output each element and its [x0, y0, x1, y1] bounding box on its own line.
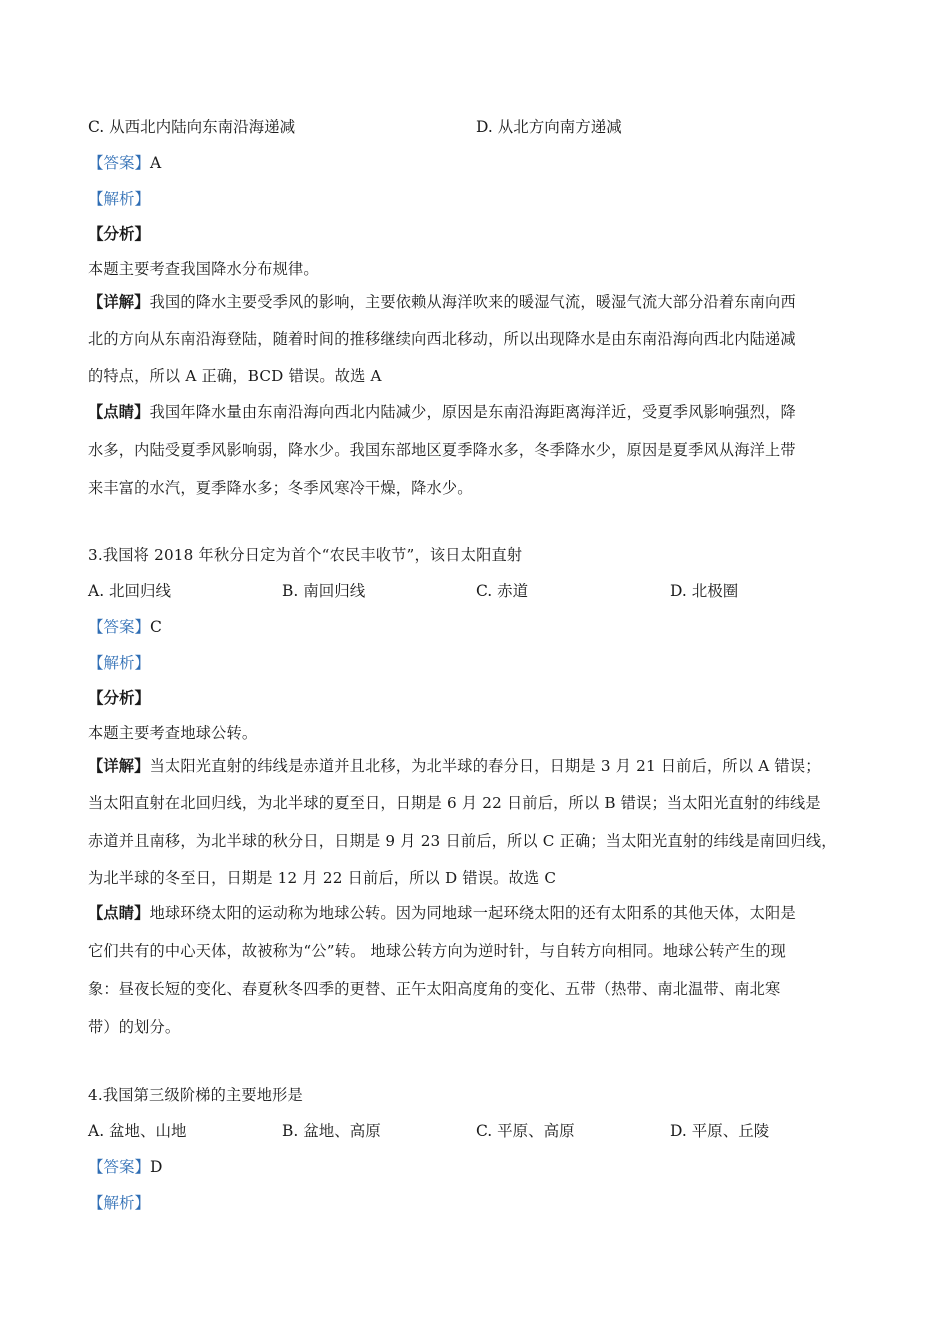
answer-label: 【答案】 — [88, 154, 151, 172]
q3-jiexi-label: 【解析】 — [88, 654, 151, 672]
q3-xiangjie-line-2: 当太阳直射在北回归线，为北半球的夏至日，日期是 6 月 22 日前后，所以 B 错误；当太阳光直射的纬线是 — [88, 794, 821, 812]
q4-question: 4.我国第三级阶梯的主要地形是 — [88, 1086, 303, 1104]
q4-option-d: D. 平原、丘陵 — [670, 1122, 770, 1140]
q3-fenxi-label: 【分析】 — [88, 688, 151, 707]
q2-jiexi-label: 【解析】 — [88, 190, 151, 208]
answer-value: A — [150, 154, 162, 172]
answer-value: C — [150, 618, 162, 636]
xiangjie-label: 【详解】 — [88, 293, 150, 311]
q3-question: 3.我国将 2018 年秋分日定为首个“农民丰收节”，该日太阳直射 — [88, 546, 523, 564]
q3-option-d: D. 北极圈 — [670, 582, 739, 600]
q3-option-b: B. 南回归线 — [282, 582, 366, 600]
q2-answer — [88, 153, 161, 173]
q2-xiangjie-line-3: 的特点，所以 A 正确，BCD 错误。故选 A — [88, 367, 382, 385]
q3-answer — [88, 617, 162, 637]
q3-dianjing-line-2: 它们共有的中心天体，故被称为“公”转。 地球公转方向为逆时针，与自转方向相同。地球公转产生的现 — [88, 942, 787, 960]
q3-option-c: C. 赤道 — [476, 582, 529, 600]
q4-option-c: C. 平原、高原 — [476, 1122, 575, 1140]
q4-option-b: B. 盆地、高原 — [282, 1122, 381, 1140]
q2-option-c: C. 从西北内陆向东南沿海递减 — [88, 118, 296, 136]
q3-option-a: A. 北回归线 — [88, 582, 172, 600]
q2-option-d: D. 从北方向南方递减 — [476, 118, 622, 136]
q2-dianjing-line-3: 来丰富的水汽，夏季降水多；冬季风寒冷干燥，降水少。 — [88, 479, 473, 497]
answer-value: D — [150, 1158, 163, 1176]
q2-fenxi-label: 【分析】 — [88, 224, 151, 243]
q2-xiangjie-line-1: 【详解】我国的降水主要受季风的影响，主要依赖从海洋吹来的暖湿气流，暖湿气流大部分沿着东南向西 — [88, 293, 796, 311]
q3-xiangjie-line-3: 赤道并且南移，为北半球的秋分日，日期是 9 月 23 日前后，所以 C 正确；当太阳光直射的纬线是南回归线， — [88, 832, 837, 850]
q2-fenxi-text: 本题主要考查我国降水分布规律。 — [88, 260, 319, 278]
answer-label: 【答案】 — [88, 618, 151, 636]
answer-label: 【答案】 — [88, 1158, 151, 1176]
q2-dianjing-line-1: 【点睛】我国年降水量由东南沿海向西北内陆减少，原因是东南沿海距离海洋近，受夏季风影响强烈，降 — [88, 403, 796, 421]
q4-jiexi-label: 【解析】 — [88, 1194, 151, 1212]
dianjing-label: 【点睛】 — [88, 403, 150, 421]
q2-xiangjie-line-2: 北的方向从东南沿海登陆，随着时间的推移继续向西北移动，所以出现降水是由东南沿海向西北内陆递减 — [88, 330, 796, 348]
q4-answer — [88, 1157, 162, 1177]
q3-xiangjie-line-4: 为北半球的冬至日，日期是 12 月 22 日前后，所以 D 错误。故选 C — [88, 869, 557, 887]
q3-dianjing-line-4: 带）的划分。 — [88, 1018, 181, 1036]
q2-dianjing-line-2: 水多，内陆受夏季风影响弱，降水少。我国东部地区夏季降水多，冬季降水少，原因是夏季风从海洋上带 — [88, 441, 796, 459]
q3-dianjing-line-1: 【点睛】地球环绕太阳的运动称为地球公转。因为同地球一起环绕太阳的还有太阳系的其他天体，太阳是 — [88, 904, 796, 922]
q3-fenxi-text: 本题主要考查地球公转。 — [88, 724, 258, 742]
q3-xiangjie-line-1: 【详解】当太阳光直射的纬线是赤道并且北移，为北半球的春分日，日期是 3 月 21 日前后，所以 A 错误； — [88, 757, 821, 775]
dianjing-label: 【点睛】 — [88, 904, 150, 922]
xiangjie-label: 【详解】 — [88, 757, 150, 775]
q3-dianjing-line-3: 象：昼夜长短的变化、春夏秋冬四季的更替、正午太阳高度角的变化、五带（热带、南北温带、南北寒 — [88, 980, 781, 998]
q4-option-a: A. 盆地、山地 — [88, 1122, 187, 1140]
